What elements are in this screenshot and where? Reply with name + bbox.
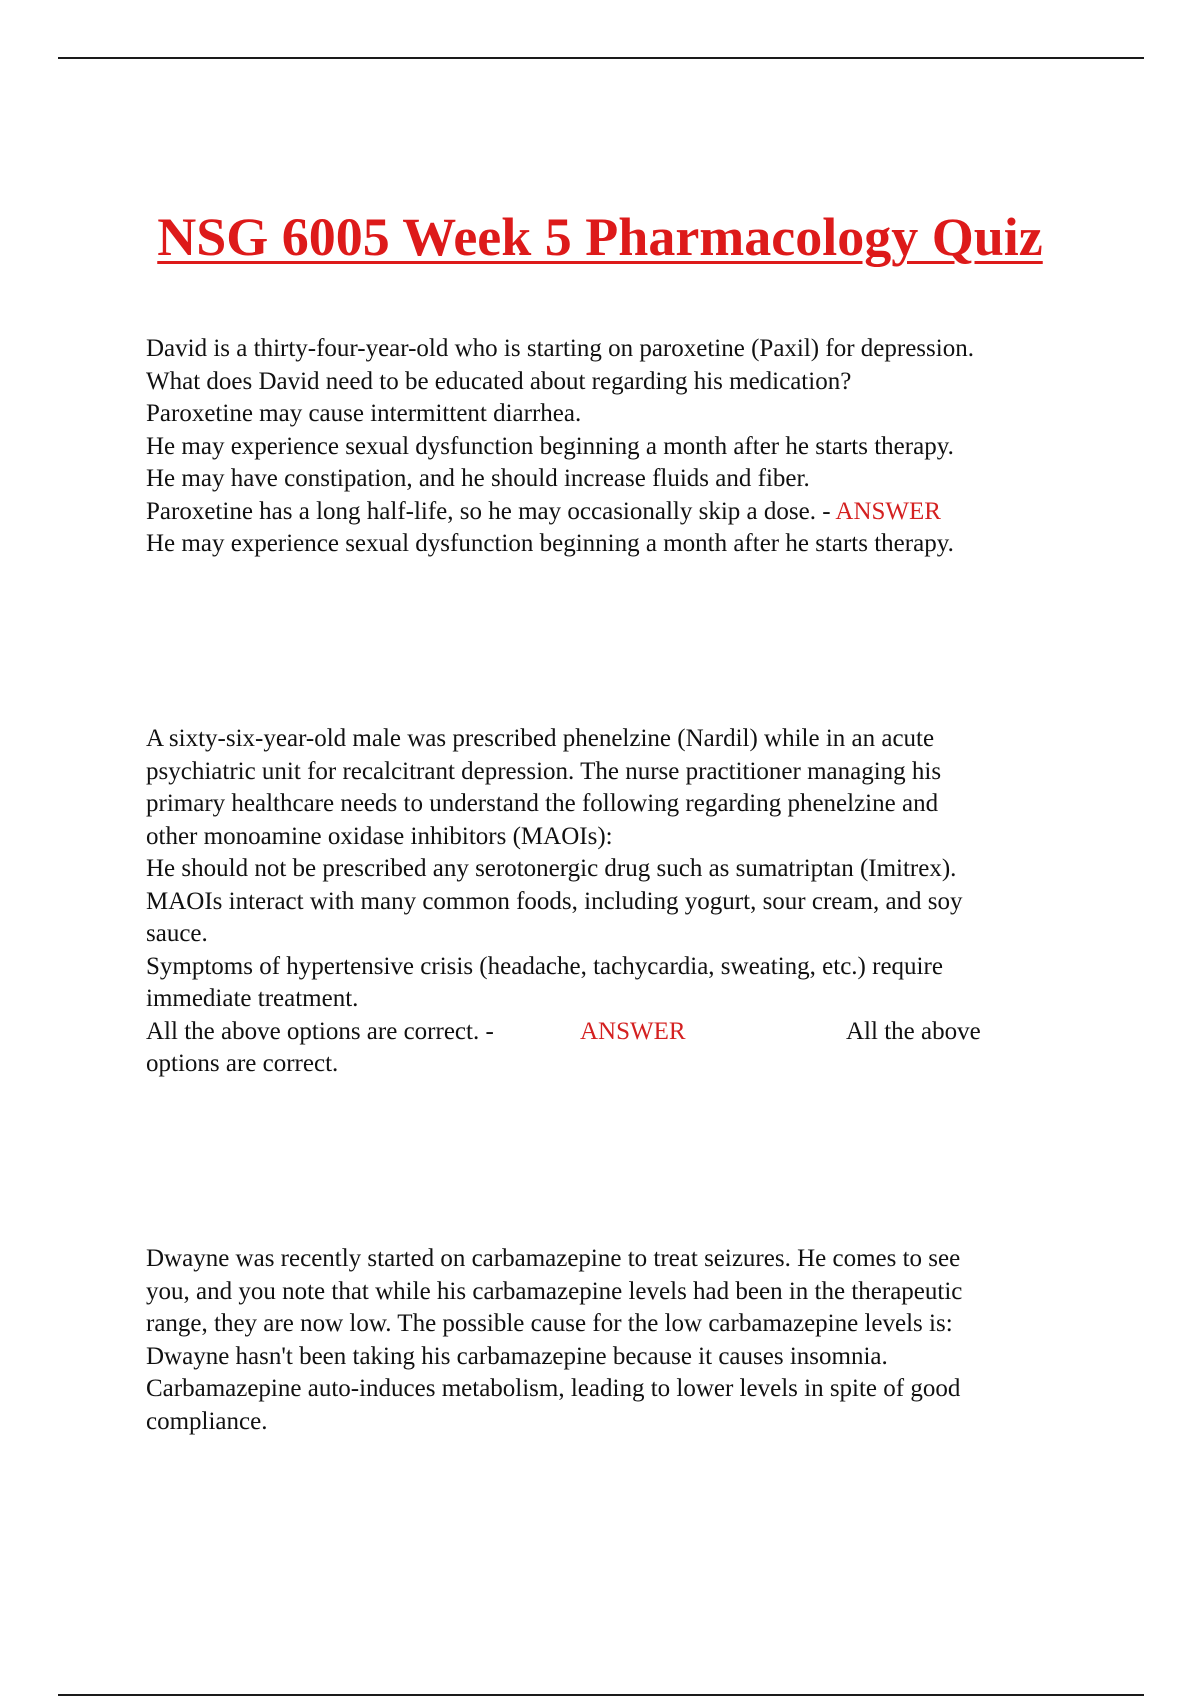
question-2-option-1: He should not be prescribed any serotonergic drug such as sumatriptan (Imitrex). bbox=[146, 855, 957, 882]
question-1-answer: He may experience sexual dysfunction beginning a month after he starts therapy. bbox=[146, 530, 954, 557]
question-1 bbox=[146, 333, 1086, 561]
question-3 bbox=[146, 1243, 1086, 1438]
question-2-answer-part-1: All the above bbox=[846, 1017, 981, 1045]
page-title bbox=[0, 205, 1200, 269]
question-2-option-2-line-2: sauce. bbox=[146, 920, 208, 947]
question-2-option-3-line-1: Symptoms of hypertensive crisis (headache, tachycardia, sweating, etc.) require bbox=[146, 952, 943, 980]
question-3-line-3: range, they are now low. The possible cause for the low carbamazepine levels is: bbox=[146, 1310, 953, 1337]
question-3-line-2: you, and you note that while his carbamazepine levels had been in the therapeutic bbox=[146, 1277, 963, 1305]
question-1-line-2: What does David need to be educated about regarding his medication? bbox=[146, 367, 852, 395]
question-2-answer-label: ANSWER bbox=[580, 1017, 686, 1045]
question-3-option-2-line-1: Carbamazepine auto-induces metabolism, leading to lower levels in spite of good bbox=[146, 1375, 961, 1402]
question-3-option-2-line-2: compliance. bbox=[146, 1407, 268, 1435]
question-2-line-2: psychiatric unit for recalcitrant depression. The nurse practitioner managing his bbox=[146, 757, 942, 785]
bottom-rule bbox=[58, 1694, 1144, 1696]
question-2-line-4: other monoamine oxidase inhibitors (MAOIs): bbox=[146, 822, 613, 850]
question-1-line-1: David is a thirty-four-year-old who is starting on paroxetine (Paxil) for depression. bbox=[146, 335, 974, 362]
question-1-answer-label: ANSWER bbox=[835, 497, 941, 525]
question-1-option-4: Paroxetine has a long half-life, so he may occasionally skip a dose. - bbox=[146, 497, 831, 525]
question-1-option-1: Paroxetine may cause intermittent diarrhea. bbox=[146, 400, 582, 427]
question-1-option-2: He may experience sexual dysfunction beginning a month after he starts therapy. bbox=[146, 432, 954, 460]
question-2-answer-part-2: options are correct. bbox=[146, 1050, 339, 1077]
top-rule bbox=[58, 57, 1144, 59]
question-3-line-1: Dwayne was recently started on carbamazepine to treat seizures. He comes to see bbox=[146, 1245, 961, 1272]
question-2 bbox=[146, 723, 1086, 1081]
question-2-option-2-line-1: MAOIs interact with many common foods, including yogurt, sour cream, and soy bbox=[146, 887, 963, 915]
question-2-option-3-line-2: immediate treatment. bbox=[146, 985, 359, 1012]
question-2-line-1: A sixty-six-year-old male was prescribed phenelzine (Nardil) while in an acute bbox=[146, 725, 935, 752]
page-title-text: NSG 6005 Week 5 Pharmacology Quiz bbox=[157, 207, 1043, 267]
question-1-option-3: He may have constipation, and he should increase fluids and fiber. bbox=[146, 465, 810, 492]
question-3-option-1: Dwayne hasn't been taking his carbamazepine because it causes insomnia. bbox=[146, 1342, 888, 1370]
question-2-option-4: All the above options are correct. - bbox=[146, 1017, 494, 1045]
question-2-option-4-row bbox=[146, 1016, 1086, 1049]
question-1-option-4-row bbox=[146, 496, 1086, 529]
question-2-line-3: primary healthcare needs to understand the following regarding phenelzine and bbox=[146, 790, 939, 817]
